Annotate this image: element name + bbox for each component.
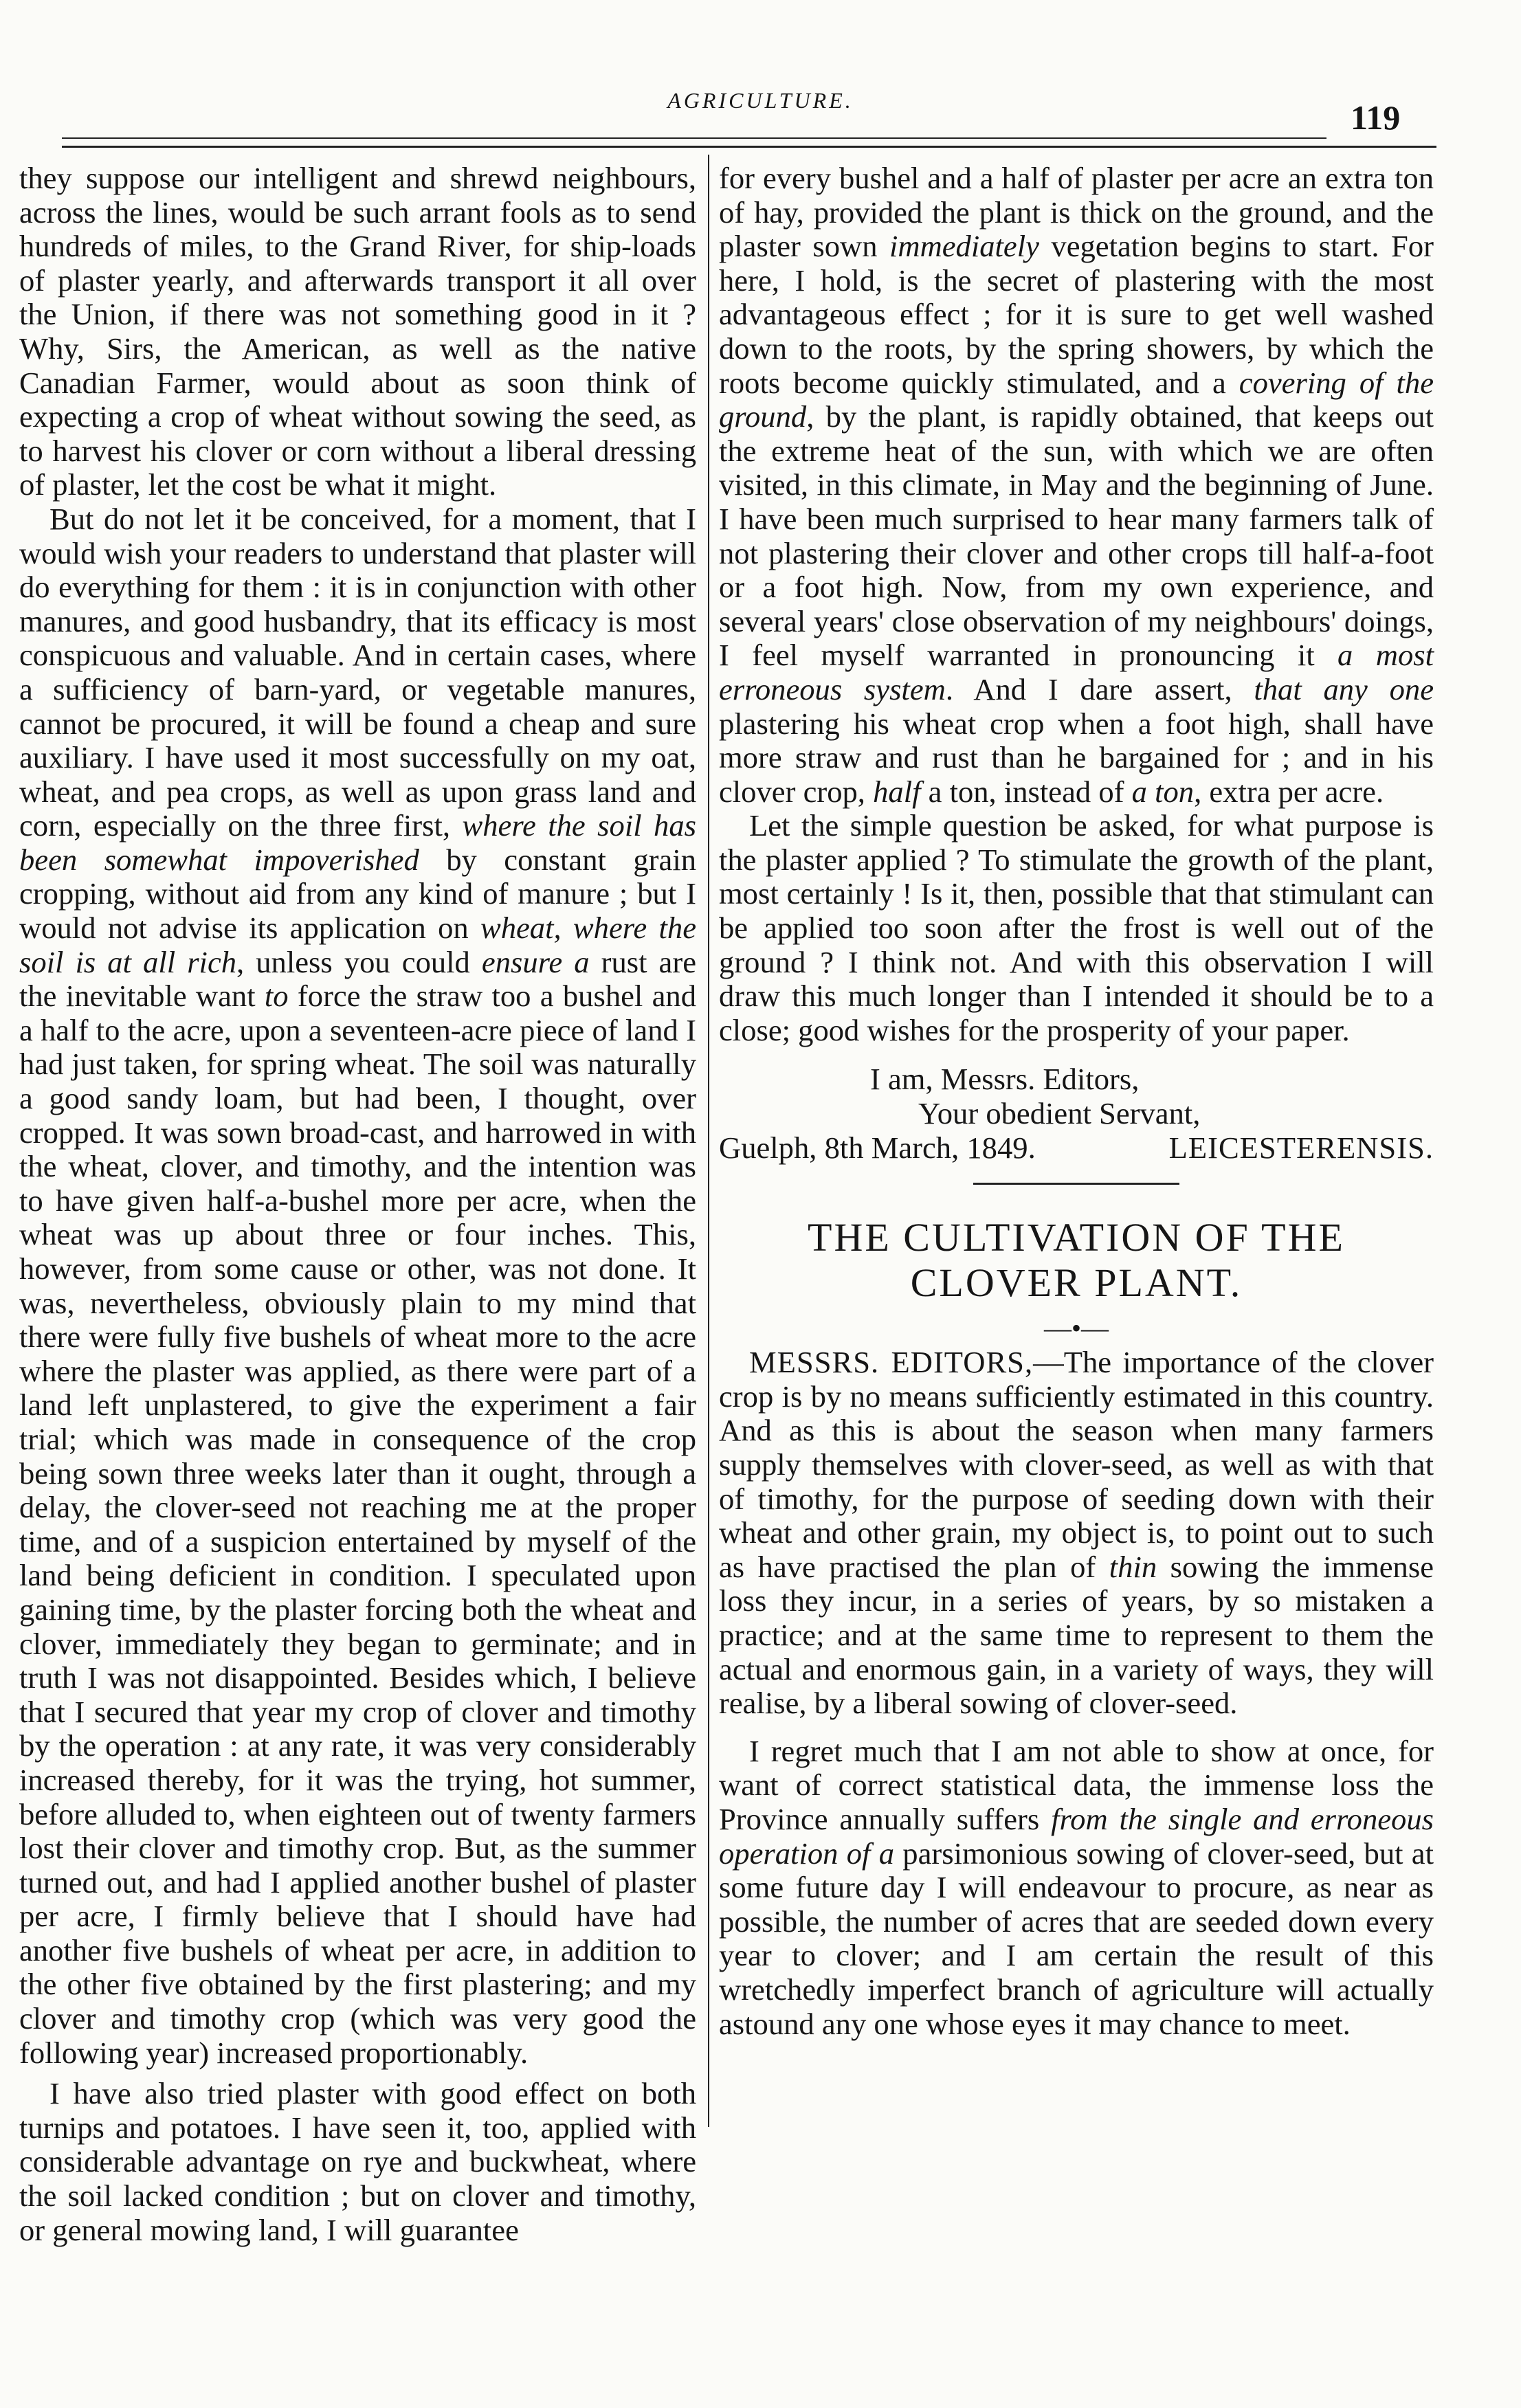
article-separator-rule	[973, 1183, 1179, 1185]
article-title-line: CLOVER PLANT.	[910, 1260, 1243, 1306]
author-name: LEICESTERENSIS.	[1168, 1130, 1434, 1165]
paragraph: I have also tried plaster with good effect on both turnips and potatoes. I have seen it, too, applied with considerable advantage on rye and buckwheat, where the soil lacked condition ; but on clover and timothy, or general mowing land, I will guarantee	[19, 2076, 696, 2247]
place-date: Guelph, 8th March, 1849.	[719, 1130, 1036, 1165]
article-title-line: THE CULTIVATION OF THE	[808, 1215, 1345, 1260]
header-rule-top	[62, 137, 1326, 139]
ornament-divider: —•—	[1043, 1313, 1109, 1344]
closing-line: I am, Messrs. Editors,	[870, 1062, 1140, 1097]
running-header: AGRICULTURE.	[667, 88, 854, 113]
right-column	[719, 161, 1434, 2041]
header-rule-bottom	[62, 146, 1436, 148]
paragraph: MESSRS. EDITORS,—The importance of the clover crop is by no means sufficiently estimated in this country. And as this is about the season when many farmers supply themselves with clover-seed, as well as with that of timothy, for the purpose of seeding down with their wheat and other grain, my object is, to point out to such as have practised the plan of thin sowing the immense loss they incur, in a series of years, by so mistaken a practice; and at the same time to represent to them the actual and enormous gain, in a variety of ways, they will realise, by a liberal sowing of clover-seed.	[719, 1345, 1434, 1721]
page-number: 119	[1351, 98, 1401, 137]
letter-signature	[719, 1062, 1434, 1165]
article-title	[719, 1215, 1434, 1306]
paragraph: But do not let it be conceived, for a moment, that I would wish your readers to understand that plaster will do everything for them : it is in conjunction with other manures, and good husbandry, that its efficacy is most conspicuous and valuable. And in certain cases, where a sufficiency of barn-yard, or vegetable manures, cannot be procured, it will be found a cheap and sure auxiliary. I have used it most successfully on my oat, wheat, and pea crops, as well as upon grass land and corn, especially on the three first, where the soil has been somewhat impoverished by constant grain cropping, without aid from any kind of manure ; but I would not advise its application on wheat, where the soil is at all rich, unless you could ensure a rust are the inevitable want to force the straw too a bushel and a half to the acre, upon a seventeen-acre piece of land I had just taken, for spring wheat. The soil was naturally a good sandy loam, but had been, I thought, over cropped. It was sown broad-cast, and harrowed in with the wheat, clover, and timothy, and the intention was to have given half-a-bushel more per acre, when the wheat was up about three or four inches. This, however, from some cause or other, was not done. It was, nevertheless, obviously plain to my mind that there were fully five bushels of wheat more to the acre where the plaster was applied, as there were part of a land left unplastered, to give the experiment a fair trial; which was made in consequence of the crop being sown three weeks later than it ought, through a delay, the clover-seed not reaching me at the proper time, and of a suspicion entertained by myself of the land being deficient in condition. I speculated upon gaining time, by the plaster forcing both the wheat and clover, immediately they began to germinate; and in truth I was not disappointed. Besides which, I believe that I secured that year my crop of clover and timothy by the operation : at any rate, it was very considerably increased thereby, for it was the trying, hot summer, before alluded to, when eighteen out of twenty farmers lost their clover and timothy crop. But, as the summer turned out, and had I applied another bushel of plaster per acre, I firmly believe that I should have had another five bushels of wheat per acre, in addition to the other five obtained by the first plastering; and my clover and timothy crop (which was very good the following year) increased proportionably.	[19, 501, 697, 2070]
salutation: MESSRS. EDITORS,	[749, 1345, 1034, 1380]
closing-line: Your obedient Servant,	[918, 1096, 1201, 1131]
paragraph: they suppose our intelligent and shrewd neighbours, across the lines, would be such arrant fools as to send hundreds of miles, to the Grand River, for ship-loads of plaster yearly, and afterwards transport it all over the Union, if there was not something good in it ? Why, Sirs, the American, as well as the native Canadian Farmer, would about as soon think of expecting a crop of wheat without sowing the seed, as to harvest his clover or corn without a liberal dressing of plaster, let the cost be what it might.	[19, 161, 696, 502]
signature-line	[719, 1131, 1434, 1166]
left-column	[19, 161, 696, 2247]
column-separator	[708, 155, 709, 2127]
paragraph: Let the simple question be asked, for what purpose is the plaster applied ? To stimulate the growth of the plant, most certainly ! Is it, then, possible that that stimulant can be applied too soon after the frost is well out of the ground ? I think not. And with this observation I will draw this much longer than I intended it should be to a close; good wishes for the prosperity of your paper.	[719, 808, 1434, 1047]
paragraph: I regret much that I am not able to show at once, for want of correct statistical data, the immense loss the Province annually suffers from the single and erroneous operation of a parsimonious sowing of clover-seed, but at some future day I will endeavour to procure, as near as possible, the number of acres that are seeded down every year to clover; and I am certain the result of this wretchedly imperfect branch of agriculture will actually astound any one whose eyes it may chance to meet.	[719, 1733, 1434, 2041]
paragraph: for every bushel and a half of plaster per acre an extra ton of hay, provided the plant is thick on the ground, and the plaster sown immediately vegetation begins to start. For here, I hold, is the secret of plastering with the most advantageous effect ; for it is sure to get well washed down to the roots, by the spring showers, by which the roots become quickly stimulated, and a covering of the ground, by the plant, is rapidly obtained, that keeps out the extreme heat of the sun, with which we are often visited, in this climate, in May and the beginning of June. I have been much surprised to hear many farmers talk of not plastering their clover and other crops till half-a-foot or a foot high. Now, from my own experience, and several years' close observation of my neighbours' doings, I feel myself warranted in pronouncing it a most erroneous system. And I dare assert, that any one plastering his wheat crop when a foot high, shall have more straw and rust than he bargained for ; and in his clover crop, half a ton, instead of a ton, extra per acre.	[719, 161, 1434, 809]
